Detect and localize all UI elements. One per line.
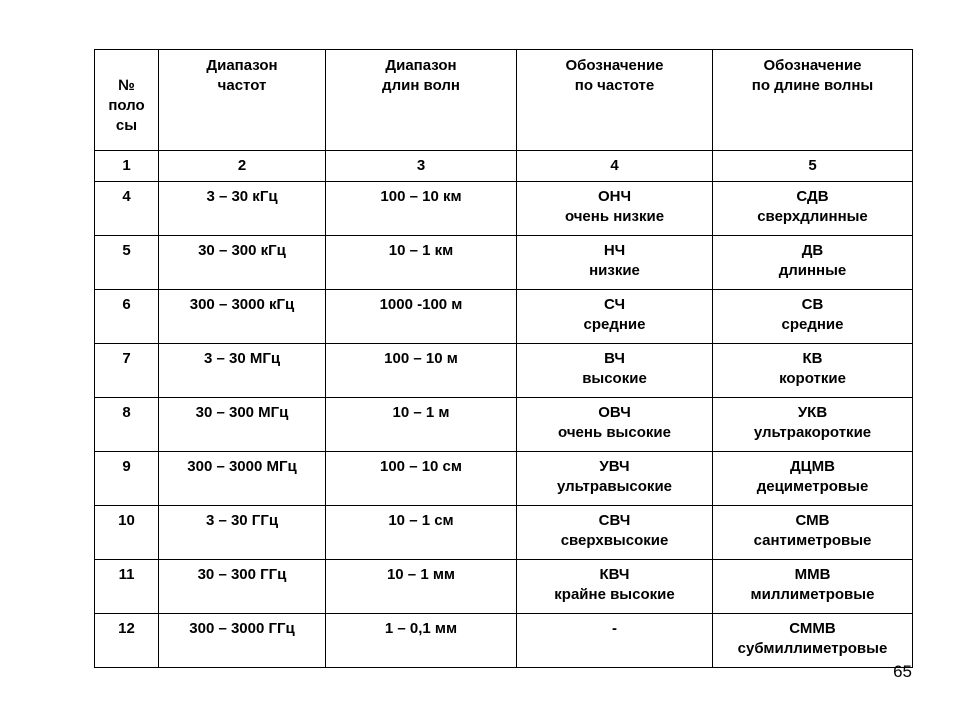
frequency-designation-name: низкие <box>589 262 640 279</box>
wavelength-designation-cell <box>713 182 913 236</box>
frequency-designation-abbr: СВЧ <box>598 512 631 529</box>
header-band-number-line-3: сы <box>115 117 138 134</box>
wavelength-range-cell: 100 – 10 см <box>326 452 517 506</box>
wavelength-range-cell: 10 – 1 км <box>326 236 517 290</box>
header-band-number-line-2: поло <box>108 97 145 114</box>
wavelength-designation-cell <box>713 398 913 452</box>
wavelength-range-cell: 1000 -100 м <box>326 290 517 344</box>
frequency-designation-cell <box>517 506 713 560</box>
wavelength-designation-name: миллиметровые <box>750 586 875 603</box>
band-number-cell: 4 <box>95 182 159 236</box>
column-number: 5 <box>713 151 913 182</box>
wavelength-designation-abbr: КВ <box>802 350 823 367</box>
header-wavelength-designation <box>713 50 913 151</box>
wavelength-designation-abbr: ДЦМВ <box>790 458 835 475</box>
frequency-designation-name: сверхвысокие <box>560 532 669 549</box>
table-row <box>95 236 913 290</box>
column-number: 2 <box>159 151 326 182</box>
frequency-range-cell: 300 – 3000 ГГц <box>159 614 326 668</box>
header-frequency-designation-line-2: по частоте <box>574 77 655 94</box>
wavelength-designation-abbr: СДВ <box>796 188 829 205</box>
wavelength-designation-abbr: СМВ <box>795 512 830 529</box>
table-row <box>95 398 913 452</box>
table-row <box>95 560 913 614</box>
band-number-cell: 10 <box>95 506 159 560</box>
page-number: 65 <box>893 662 912 681</box>
header-row <box>95 50 913 151</box>
wavelength-range-cell: 10 – 1 м <box>326 398 517 452</box>
wavelength-designation-abbr: УКВ <box>797 404 828 421</box>
wavelength-range-cell: 10 – 1 мм <box>326 560 517 614</box>
column-number: 4 <box>517 151 713 182</box>
wavelength-designation-abbr: СВ <box>801 296 824 313</box>
wavelength-designation-cell <box>713 290 913 344</box>
header-frequency-range-line-1: Диапазон <box>206 57 278 74</box>
header-wavelength-designation-line-1: Обозначение <box>763 57 862 74</box>
band-number-cell: 7 <box>95 344 159 398</box>
header-band-number-line-1: № <box>118 77 135 94</box>
wavelength-designation-cell <box>713 560 913 614</box>
table-row <box>95 182 913 236</box>
wavelength-range-cell: 1 – 0,1 мм <box>326 614 517 668</box>
header-wavelength-range-line-1: Диапазон <box>385 57 457 74</box>
frequency-designation-cell <box>517 182 713 236</box>
table-row <box>95 506 913 560</box>
wavelength-designation-name: сверхдлинные <box>757 208 868 225</box>
column-number-row <box>95 151 913 182</box>
wavelength-designation-name: дециметровые <box>756 478 869 495</box>
frequency-range-cell: 300 – 3000 МГц <box>159 452 326 506</box>
band-number-cell: 11 <box>95 560 159 614</box>
frequency-range-cell: 3 – 30 кГц <box>159 182 326 236</box>
frequency-designation-name: крайне высокие <box>554 586 675 603</box>
frequency-designation-name: ультравысокие <box>556 478 673 495</box>
frequency-designation-cell <box>517 452 713 506</box>
header-wavelength-range-line-2: длин волн <box>382 77 460 94</box>
frequency-designation-name: средние <box>583 316 646 333</box>
wavelength-designation-cell <box>713 452 913 506</box>
band-number-cell: 8 <box>95 398 159 452</box>
frequency-bands-table <box>94 49 913 668</box>
wavelength-designation-cell <box>713 614 913 668</box>
wavelength-designation-name: субмиллиметровые <box>737 640 888 657</box>
frequency-range-cell: 30 – 300 кГц <box>159 236 326 290</box>
wavelength-designation-name: ультракороткие <box>753 424 872 441</box>
table-row <box>95 452 913 506</box>
wavelength-designation-name: короткие <box>779 370 846 387</box>
wavelength-designation-name: длинные <box>778 262 847 279</box>
wavelength-range-cell: 100 – 10 км <box>326 182 517 236</box>
band-number-cell: 6 <box>95 290 159 344</box>
frequency-range-cell: 300 – 3000 кГц <box>159 290 326 344</box>
frequency-designation-abbr: ВЧ <box>604 350 625 367</box>
frequency-designation-abbr: ОНЧ <box>597 188 632 205</box>
wavelength-designation-cell <box>713 236 913 290</box>
wavelength-designation-cell <box>713 344 913 398</box>
band-number-cell: 9 <box>95 452 159 506</box>
header-band-number <box>95 50 159 151</box>
frequency-designation-cell <box>517 236 713 290</box>
table-row <box>95 290 913 344</box>
frequency-range-cell: 30 – 300 МГц <box>159 398 326 452</box>
header-wavelength-designation-line-2: по длине волны <box>751 77 874 94</box>
frequency-range-cell: 3 – 30 МГц <box>159 344 326 398</box>
wavelength-range-cell: 100 – 10 м <box>326 344 517 398</box>
header-frequency-designation-line-1: Обозначение <box>565 57 664 74</box>
frequency-designation-cell <box>517 398 713 452</box>
frequency-designation-abbr: КВЧ <box>599 566 630 583</box>
frequency-designation-cell <box>517 344 713 398</box>
frequency-designation-abbr: - <box>612 620 617 637</box>
wavelength-designation-abbr: ММВ <box>794 566 831 583</box>
frequency-designation-name: очень высокие <box>558 424 671 441</box>
wavelength-designation-abbr: СММВ <box>789 620 836 637</box>
frequency-range-cell: 3 – 30 ГГц <box>159 506 326 560</box>
frequency-designation-cell <box>517 560 713 614</box>
column-number: 1 <box>95 151 159 182</box>
wavelength-range-cell: 10 – 1 см <box>326 506 517 560</box>
table-row <box>95 614 913 668</box>
frequency-designation-abbr: СЧ <box>604 296 625 313</box>
wavelength-designation-name: сантиметровые <box>753 532 872 549</box>
frequency-designation-abbr: НЧ <box>603 242 626 259</box>
frequency-designation-abbr: ОВЧ <box>598 404 631 421</box>
wavelength-designation-abbr: ДВ <box>801 242 824 259</box>
frequency-range-cell: 30 – 300 ГГц <box>159 560 326 614</box>
band-number-cell: 5 <box>95 236 159 290</box>
frequency-designation-abbr: УВЧ <box>599 458 630 475</box>
header-wavelength-range <box>326 50 517 151</box>
header-frequency-range <box>159 50 326 151</box>
header-frequency-designation <box>517 50 713 151</box>
wavelength-designation-cell <box>713 506 913 560</box>
column-number: 3 <box>326 151 517 182</box>
header-frequency-range-line-2: частот <box>217 77 267 94</box>
table-row <box>95 344 913 398</box>
frequency-designation-name: очень низкие <box>564 208 665 225</box>
wavelength-designation-name: средние <box>781 316 844 333</box>
frequency-designation-name: высокие <box>582 370 647 387</box>
frequency-designation-cell <box>517 290 713 344</box>
band-number-cell: 12 <box>95 614 159 668</box>
frequency-designation-cell <box>517 614 713 668</box>
